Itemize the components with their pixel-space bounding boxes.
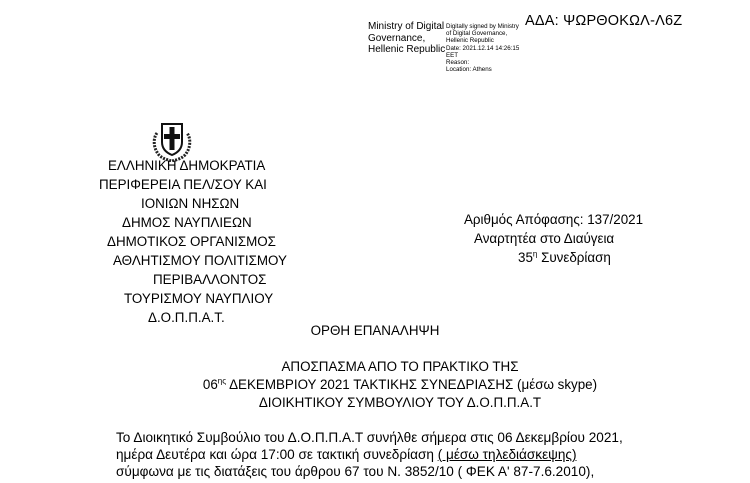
signature-signer-line: Governance, (368, 32, 426, 44)
session-number-suffix: η (532, 249, 538, 259)
signature-detail-line: Reason: (446, 59, 470, 67)
session-label: Συνεδρίαση (537, 250, 611, 265)
signature-detail-line: Date: 2021.12.14 14:26:15 (446, 44, 520, 52)
excerpt-line: ΑΠΟΣΠΑΣΜΑ ΑΠΟ ΤΟ ΠΡΑΚΤΙΚΟ ΤΗΣ (281, 359, 519, 374)
ada-code: ΑΔΑ: ΨΩΡΘΟΚΩΛ-Λ6Ζ (525, 13, 683, 29)
signature-detail-line: Digitally signed by Ministry (446, 23, 519, 30)
org-line: ΔΗΜΟΣ ΝΑΥΠΛΙΕΩΝ (122, 215, 252, 230)
signature-signer-line: Ministry of Digital (368, 21, 445, 32)
document-title: ΟΡΘΗ ΕΠΑΝΑΛΗΨΗ (310, 323, 440, 338)
org-line: ΠΕΡΙΒΑΛΛΟΝΤΟΣ (153, 272, 267, 287)
signature-detail-line: Hellenic Republic (446, 37, 494, 45)
excerpt-line: ΔΙΟΙΚΗΤΙΚΟΥ ΣΥΜΒΟΥΛΙΟΥ ΤΟΥ Δ.Ο.Π.Π.Α.Τ (258, 395, 542, 410)
body-line: σύμφωνα με τις διατάξεις του άρθρου 67 του Ν. 3852/10 ( ΦΕΚ Α' 87-7.6.2010), (116, 464, 595, 479)
body-line-underlined: ( μέσω τηλεδιάσκεψης) (437, 447, 577, 462)
body-line (116, 446, 576, 463)
body-line: Το Διοικητικό Συμβούλιο του Δ.Ο.Π.Π.Α.Τ συνήλθε σήμερα στις 06 Δεκεμβρίου 2021, (116, 430, 623, 445)
org-line: ΔΗΜΟΤΙΚΟΣ ΟΡΓΑΝΙΣΜΟΣ (107, 234, 276, 249)
org-line: ΕΛΛΗΝΙΚΗ ΔΗΜΟΚΡΑΤΙΑ (108, 158, 266, 173)
signature-signer (368, 21, 445, 56)
signature-details (446, 23, 519, 73)
org-line: Δ.Ο.Π.Π.Α.Τ. (148, 310, 225, 325)
org-line: ΤΟΥΡΙΣΜΟΥ ΝΑΥΠΛΙΟΥ (124, 291, 274, 306)
excerpt-line (25, 375, 750, 394)
diavgeia-posting: Αναρτητέα στο Διαύγεια (474, 231, 615, 246)
signature-detail-line: EET (446, 51, 459, 59)
session-number (518, 248, 611, 267)
org-line: ΙΟΝΙΩΝ ΝΗΣΩΝ (141, 196, 240, 211)
signature-detail-line: of Digital Governance, (446, 30, 508, 38)
org-line: ΑΘΛΗΤΙΣΜΟΥ ΠΟΛΙΤΙΣΜΟΥ (113, 253, 287, 268)
signature-signer-line: Hellenic Republic (368, 44, 446, 55)
excerpt-date-suffix: ης (217, 376, 227, 386)
org-line: ΠΕΡΙΦΕΡΕΙΑ ΠΕΛ/ΣΟΥ ΚΑΙ (99, 177, 267, 192)
excerpt-date-day: 06 (202, 377, 218, 392)
signature-detail-line: Location: Athens (446, 66, 492, 74)
decision-number: Αριθμός Απόφασης: 137/2021 (464, 212, 644, 227)
excerpt-date-rest: ΔΕΚΕΜΒΡΙΟΥ 2021 ΤΑΚΤΙΚΗΣ ΣΥΝΕΔΡΙΑΣΗΣ (μέσω skype) (226, 377, 598, 392)
body-line-text: ημέρα Δευτέρα και ώρα 17:00 σε τακτική συνεδρίαση (116, 447, 434, 462)
session-number-value: 35 (518, 250, 533, 265)
